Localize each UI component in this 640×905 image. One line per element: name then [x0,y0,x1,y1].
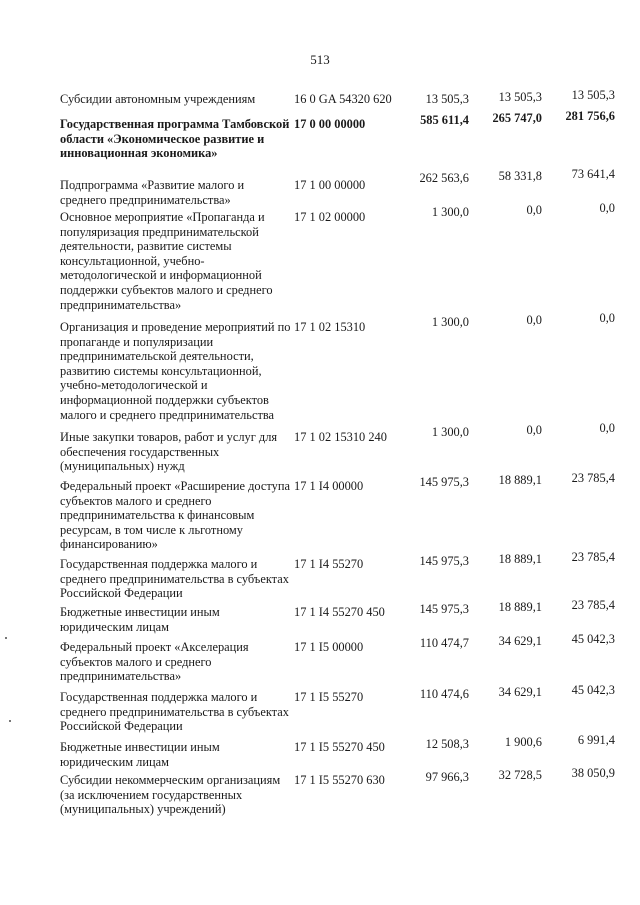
row-value-1: 585 611,4 [420,113,469,127]
row-name: Федеральный проект «Акселерация субъектов малого и среднего предпринимательства» [60,640,249,684]
row-name: Иные закупки товаров, работ и услуг для обеспечения государственных (муниципальных) нужд [60,430,278,474]
row-name: Субсидии некоммерческим организациям (за исключением государственных (муниципальных) учреждений) [60,773,281,817]
row-value-3: 45 042,3 [571,632,615,646]
row-value-2: 0,0 [526,313,542,327]
row-name: Бюджетные инвестиции иным юридическим лицам [60,605,220,634]
row-value-1: 13 505,3 [425,92,469,106]
row-value-2: 18 889,1 [498,600,542,614]
row-value-1: 1 300,0 [431,315,469,329]
row-code: 17 1 I5 55270 450 [294,740,385,754]
row-value-3: 13 505,3 [571,88,615,102]
row-value-2: 18 889,1 [498,552,542,566]
page-number: 513 [310,52,330,67]
row-value-3: 23 785,4 [571,598,615,612]
row-value-2: 1 900,6 [504,735,542,749]
row-code: 17 0 00 00000 [294,117,366,131]
row-name: Организация и проведение мероприятий по пропаганде и популяризации предпринимательской деятельности, развитию системы консультационной, учебно-методологической и информационной поддержки субъектов малого и среднего предпринимательства [60,320,291,422]
row-value-2: 58 331,8 [498,169,542,183]
row-value-3: 0,0 [599,201,615,215]
row-value-1: 12 508,3 [425,737,469,751]
row-value-1: 1 300,0 [431,425,469,439]
row-code: 17 1 I5 55270 [294,690,364,704]
row-value-2: 0,0 [526,203,542,217]
row-name: Государственная программа Тамбовской области «Экономическое развитие и инновационная экономика» [60,117,290,161]
row-name: Основное мероприятие «Пропаганда и популяризация предпринимательской деятельности, развитие системы консультационной, учебно-методологической и информационной поддержки субъектов малого и среднего предпринимательства» [60,210,273,312]
row-value-3: 0,0 [599,421,615,435]
row-value-2: 34 629,1 [498,634,542,648]
row-value-3: 73 641,4 [571,167,615,181]
row-value-1: 110 474,6 [419,687,469,701]
row-value-3: 38 050,9 [571,766,615,780]
row-value-1: 97 966,3 [425,770,469,784]
row-code: 17 1 I5 00000 [294,640,364,654]
row-name: Государственная поддержка малого и среднего предпринимательства в субъектах Российской Федерации [60,690,289,734]
row-code: 16 0 GA 54320 620 [294,92,392,106]
row-value-3: 0,0 [599,311,615,325]
scan-mark [9,720,11,722]
row-value-1: 145 975,3 [419,554,469,568]
row-code: 17 1 02 15310 240 [294,430,387,444]
row-code: 17 1 02 15310 [294,320,366,334]
row-name: Подпрограмма «Развитие малого и среднего предпринимательства» [60,178,245,207]
row-value-2: 13 505,3 [498,90,542,104]
row-value-3: 23 785,4 [571,550,615,564]
row-value-2: 18 889,1 [498,473,542,487]
row-code: 17 1 I4 00000 [294,479,364,493]
row-name: Государственная поддержка малого и среднего предпринимательства в субъектах Российской Федерации [60,557,289,601]
row-name: Федеральный проект «Расширение доступа субъектов малого и среднего предпринимательства к финансовым ресурсам, в том числе к льготному финансированию» [60,479,290,552]
row-code: 17 1 I4 55270 450 [294,605,385,619]
row-code: 17 1 02 00000 [294,210,366,224]
row-value-3: 45 042,3 [571,683,615,697]
row-code: 17 1 00 00000 [294,178,366,192]
row-value-1: 110 474,7 [419,636,469,650]
row-value-2: 34 629,1 [498,685,542,699]
row-value-2: 265 747,0 [492,111,542,125]
row-code: 17 1 I5 55270 630 [294,773,385,787]
row-value-1: 145 975,3 [419,475,469,489]
row-value-3: 281 756,6 [565,109,615,123]
scan-mark [5,637,7,639]
row-value-1: 1 300,0 [431,205,469,219]
row-value-1: 145 975,3 [419,602,469,616]
row-name: Бюджетные инвестиции иным юридическим лицам [60,740,220,769]
row-value-2: 0,0 [526,423,542,437]
row-value-2: 32 728,5 [498,768,542,782]
row-code: 17 1 I4 55270 [294,557,364,571]
row-value-1: 262 563,6 [419,171,469,185]
row-value-3: 6 991,4 [577,733,615,747]
row-value-3: 23 785,4 [571,471,615,485]
row-name: Субсидии автономным учреждениям [60,92,256,106]
